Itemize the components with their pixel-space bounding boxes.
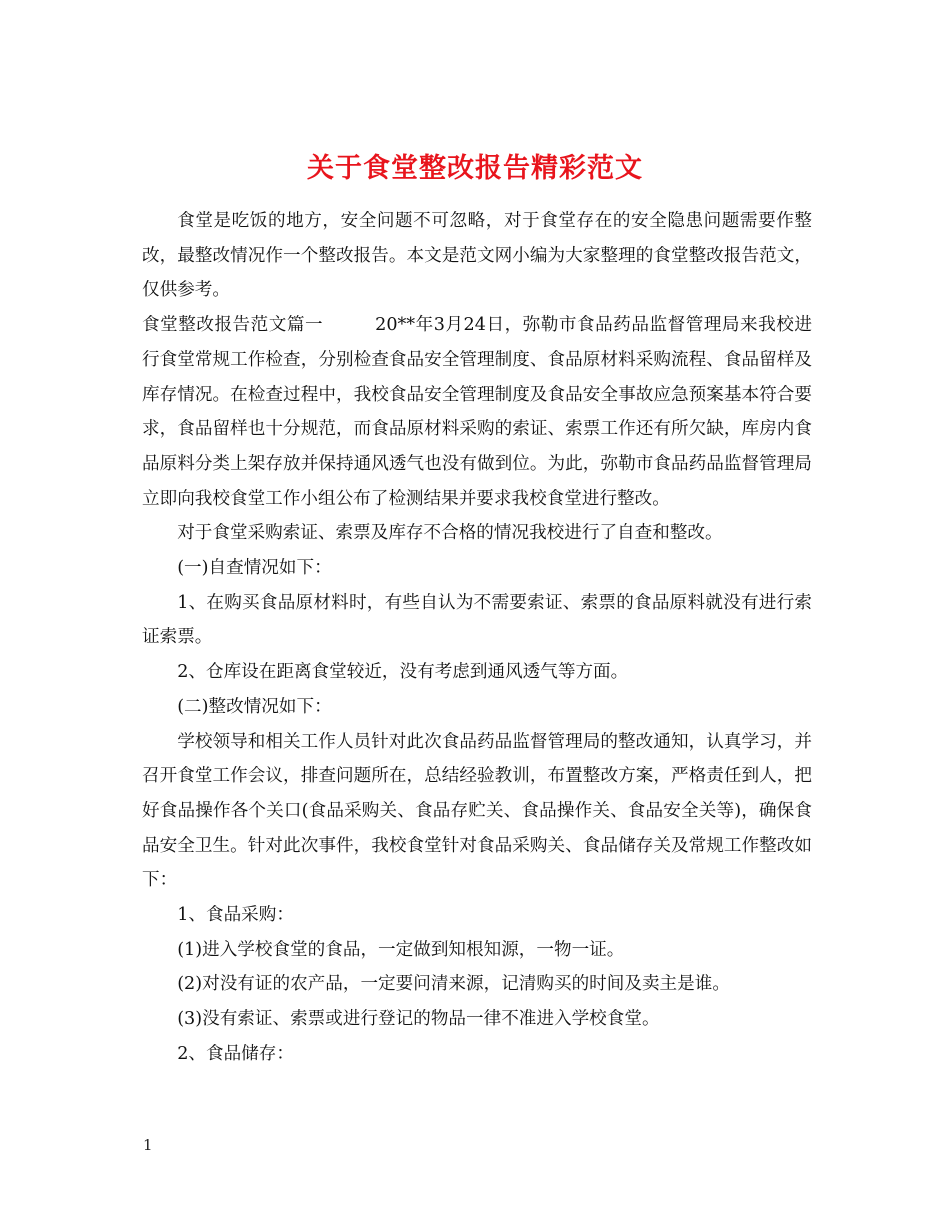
paragraph-procurement-item-3: (3)没有索证、索票或进行登记的物品一律不准进入学校食堂。 bbox=[177, 1009, 660, 1030]
paragraph-rectification-heading: (二)整改情况如下： bbox=[177, 696, 332, 717]
paragraph-self-check-summary: 对于食堂采购索证、索票及库存不合格的情况我校进行了自查和整改。 bbox=[177, 523, 723, 544]
paragraph-self-check-item-2: 2、仓库设在距离食堂较近，没有考虑到通风透气等方面。 bbox=[177, 662, 629, 683]
paragraph-section-one bbox=[142, 308, 812, 516]
section-heading: 食堂整改报告范文篇一 bbox=[142, 315, 324, 336]
section-one-text: 20**年3月24日，弥勒市食品药品监督管理局来我校进行食堂常规工作检查，分别检查食品安全管理制度、食品原材料采购流程、食品留样及库存情况。在检查过程中，我校食品安全管理制度及食品安全事故应急预案基本符合要求，食品留样也十分规范，而食品原材料采购的索证、索票工作还有所欠缺，库房内食品原料分类上架存放并保持通风透气也没有做到位。为此，弥勒市食品药品监督管理局立即向我校食堂工作小组公布了检测结果并要求我校食堂进行整改。 bbox=[142, 315, 812, 509]
paragraph-procurement-item-2: (2)对没有证的农产品，一定要问清来源，记清购买的时间及卖主是谁。 bbox=[177, 974, 730, 995]
paragraph-food-storage: 2、食品储存： bbox=[177, 1043, 294, 1064]
paragraph-rectification-body: 学校领导和相关工作人员针对此次食品药品监督管理局的整改通知，认真学习，并召开食堂工作会议，排查问题所在，总结经验教训，布置整改方案，严格责任到人，把好食品操作各个关口(食品采购关、食品存贮关、食品操作关、食品安全关等)，确保食品安全卫生。针对此次事件，我校食堂针对食品采购关、食品储存关及常规工作整改如下： bbox=[142, 731, 812, 891]
document-body bbox=[142, 204, 812, 1072]
paragraph-procurement-item-1: (1)进入学校食堂的食品，一定做到知根知源，一物一证。 bbox=[177, 939, 625, 960]
paragraph-self-check-heading: (一)自查情况如下： bbox=[177, 558, 332, 579]
paragraph-self-check-item-1: 1、在购买食品原材料时，有些自认为不需要索证、索票的食品原料就没有进行索证索票。 bbox=[142, 592, 812, 648]
document-title: 关于食堂整改报告精彩范文 bbox=[307, 153, 643, 185]
paragraph-intro: 食堂是吃饭的地方，安全问题不可忽略，对于食堂存在的安全隐患问题需要作整改，最整改情况作一个整改报告。本文是范文网小编为大家整理的食堂整改报告范文，仅供参考。 bbox=[142, 211, 812, 301]
page-number: 1 bbox=[143, 1136, 153, 1154]
paragraph-food-procurement: 1、食品采购： bbox=[177, 905, 294, 926]
